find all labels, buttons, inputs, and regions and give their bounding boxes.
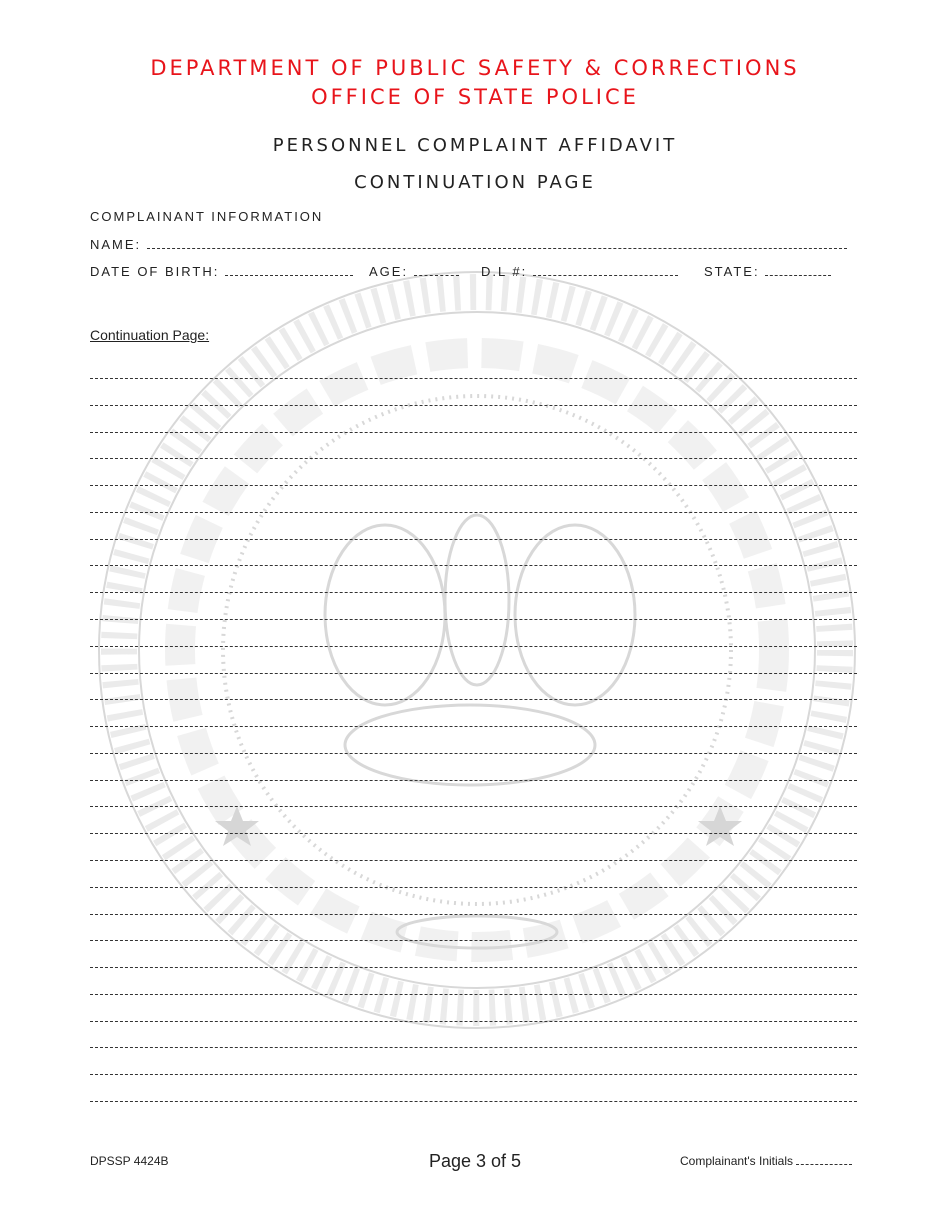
state-label: STATE:	[704, 264, 760, 279]
continuation-line[interactable]	[90, 619, 857, 620]
dob-label: DATE OF BIRTH:	[90, 264, 220, 279]
continuation-line[interactable]	[90, 860, 857, 861]
star-icon	[698, 806, 742, 846]
continuation-line[interactable]	[90, 940, 857, 941]
state-field[interactable]	[765, 263, 831, 276]
form-subtitle: CONTINUATION PAGE	[354, 172, 596, 193]
continuation-line[interactable]	[90, 1021, 857, 1022]
continuation-line[interactable]	[90, 806, 857, 807]
continuation-line[interactable]	[90, 592, 857, 593]
dob-field[interactable]	[225, 263, 353, 276]
office-heading: OFFICE OF STATE POLICE	[311, 85, 639, 109]
form-number: DPSSP 4424B	[90, 1154, 169, 1168]
continuation-line[interactable]	[90, 673, 857, 674]
star-icon	[215, 806, 259, 846]
continuation-line[interactable]	[90, 699, 857, 700]
continuation-line[interactable]	[90, 565, 857, 566]
initials-label: Complainant's Initials	[680, 1154, 794, 1168]
continuation-line[interactable]	[90, 780, 857, 781]
continuation-line[interactable]	[90, 458, 857, 459]
page-number: Page 3 of 5	[428, 1151, 522, 1171]
continuation-line[interactable]	[90, 405, 857, 406]
continuation-line[interactable]	[90, 512, 857, 513]
name-label: NAME:	[90, 237, 142, 252]
continuation-line[interactable]	[90, 914, 857, 915]
dl-field[interactable]	[533, 263, 678, 276]
continuation-line[interactable]	[90, 485, 857, 486]
continuation-line[interactable]	[90, 646, 857, 647]
name-field[interactable]	[147, 236, 847, 249]
continuation-line[interactable]	[90, 1047, 857, 1048]
department-heading: DEPARTMENT OF PUBLIC SAFETY & CORRECTIONS	[150, 56, 800, 80]
continuation-line[interactable]	[90, 967, 857, 968]
age-label: AGE:	[369, 264, 409, 279]
dl-label: D.L #:	[481, 264, 528, 279]
continuation-line[interactable]	[90, 378, 857, 379]
continuation-line[interactable]	[90, 726, 857, 727]
continuation-line[interactable]	[90, 539, 857, 540]
continuation-line[interactable]	[90, 1101, 857, 1102]
continuation-line[interactable]	[90, 887, 857, 888]
continuation-line[interactable]	[90, 753, 857, 754]
age-field[interactable]	[414, 263, 459, 276]
complainant-section-label: COMPLAINANT INFORMATION	[90, 209, 324, 224]
continuation-line[interactable]	[90, 994, 857, 995]
continuation-line[interactable]	[90, 432, 857, 433]
initials-field[interactable]	[796, 1154, 852, 1165]
continuation-line[interactable]	[90, 833, 857, 834]
continuation-line[interactable]	[90, 1074, 857, 1075]
form-title: PERSONNEL COMPLAINT AFFIDAVIT	[272, 135, 678, 156]
continuation-label: Continuation Page:	[90, 327, 210, 343]
